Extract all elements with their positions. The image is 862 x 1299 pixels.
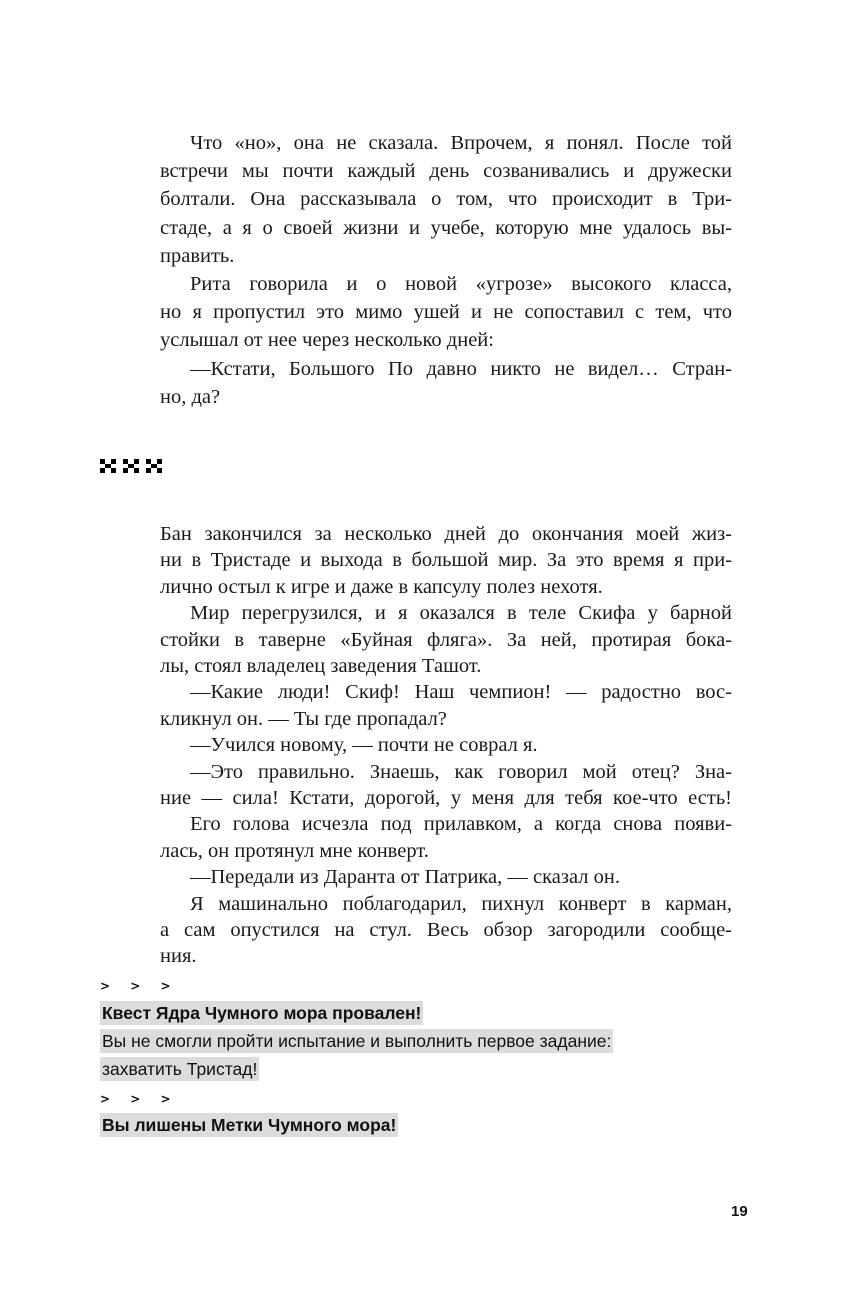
text-line: лась, он протянул мне конверт. bbox=[160, 839, 429, 862]
text-line: Его голова исчезла под прилавком, а когда снова появи- bbox=[190, 813, 732, 836]
text-line: но, да? bbox=[160, 385, 221, 408]
text-line: стаде, а я о своей жизни и учебе, которую мне удалось вы- bbox=[160, 216, 732, 239]
text-line: услышал от нее через несколько дней: bbox=[160, 329, 494, 352]
text-line: Рита говорила и о новой «угрозе» высокого класса, bbox=[190, 273, 732, 295]
mark-lost-message: Вы лишены Метки Чумного мора! bbox=[102, 1115, 397, 1135]
quest-description-line1: Вы не смогли пройти испытание и выполнить первое задание: bbox=[102, 1031, 612, 1051]
message-arrows: > > > bbox=[100, 979, 179, 993]
quest-description-line2: захватить Тристад! bbox=[102, 1059, 258, 1079]
text-line: ния. bbox=[160, 945, 197, 968]
text-line: Бан закончился за несколько дней до окончания моей жиз- bbox=[160, 523, 732, 545]
text-line: лично остыл к игре и даже в капсулу полез нехотя. bbox=[160, 575, 603, 598]
message-arrows: > > > bbox=[100, 1092, 179, 1106]
text-line: лы, стоял владелец заведения Ташот. bbox=[160, 655, 482, 677]
text-line: —Учился новому, — почти не соврал я. bbox=[190, 734, 538, 757]
text-line: —Передали из Даранта от Патрика, — сказал он. bbox=[190, 866, 620, 889]
text-line: а сам опустился на стул. Весь обзор загородили сообще- bbox=[160, 919, 732, 941]
text-line: кликнул он. — Ты где пропадал? bbox=[160, 707, 447, 730]
text-line: —Кстати, Большого По давно никто не видел… Стран- bbox=[190, 357, 732, 380]
text-line: Мир перегрузился, и я оказался в теле Скифа у барной bbox=[190, 602, 732, 625]
text-line: ни в Тристаде и выхода в большой мир. За это время я при- bbox=[160, 549, 732, 572]
text-line: стойки в таверне «Буйная фляга». За ней, протирая бока- bbox=[160, 628, 732, 651]
page-number: 19 bbox=[731, 1203, 748, 1220]
text-line: но я пропустил это мимо ушей и не сопоставил с тем, что bbox=[160, 301, 732, 324]
text-line: править. bbox=[160, 244, 235, 267]
text-line: болтали. Она рассказывала о том, что происходит в Три- bbox=[160, 188, 732, 211]
text-line: Что «но», она не сказала. Впрочем, я понял. После той bbox=[190, 132, 732, 154]
text-line: —Это правильно. Знаешь, как говорил мой отец? Зна- bbox=[190, 760, 732, 783]
section-separator bbox=[100, 459, 162, 473]
quest-failed-message: Квест Ядра Чумного мора провален! bbox=[102, 1003, 422, 1023]
text-line: встречи мы почти каждый день созванивались и дружески bbox=[160, 160, 732, 183]
text-line: —Какие люди! Скиф! Наш чемпион! — радостно вос- bbox=[190, 681, 732, 704]
text-line: ние — сила! Кстати, дорогой, у меня для тебя кое-что есть! bbox=[160, 787, 732, 809]
text-line: Я машинально поблагодарил, пихнул конверт в карман, bbox=[190, 892, 732, 915]
